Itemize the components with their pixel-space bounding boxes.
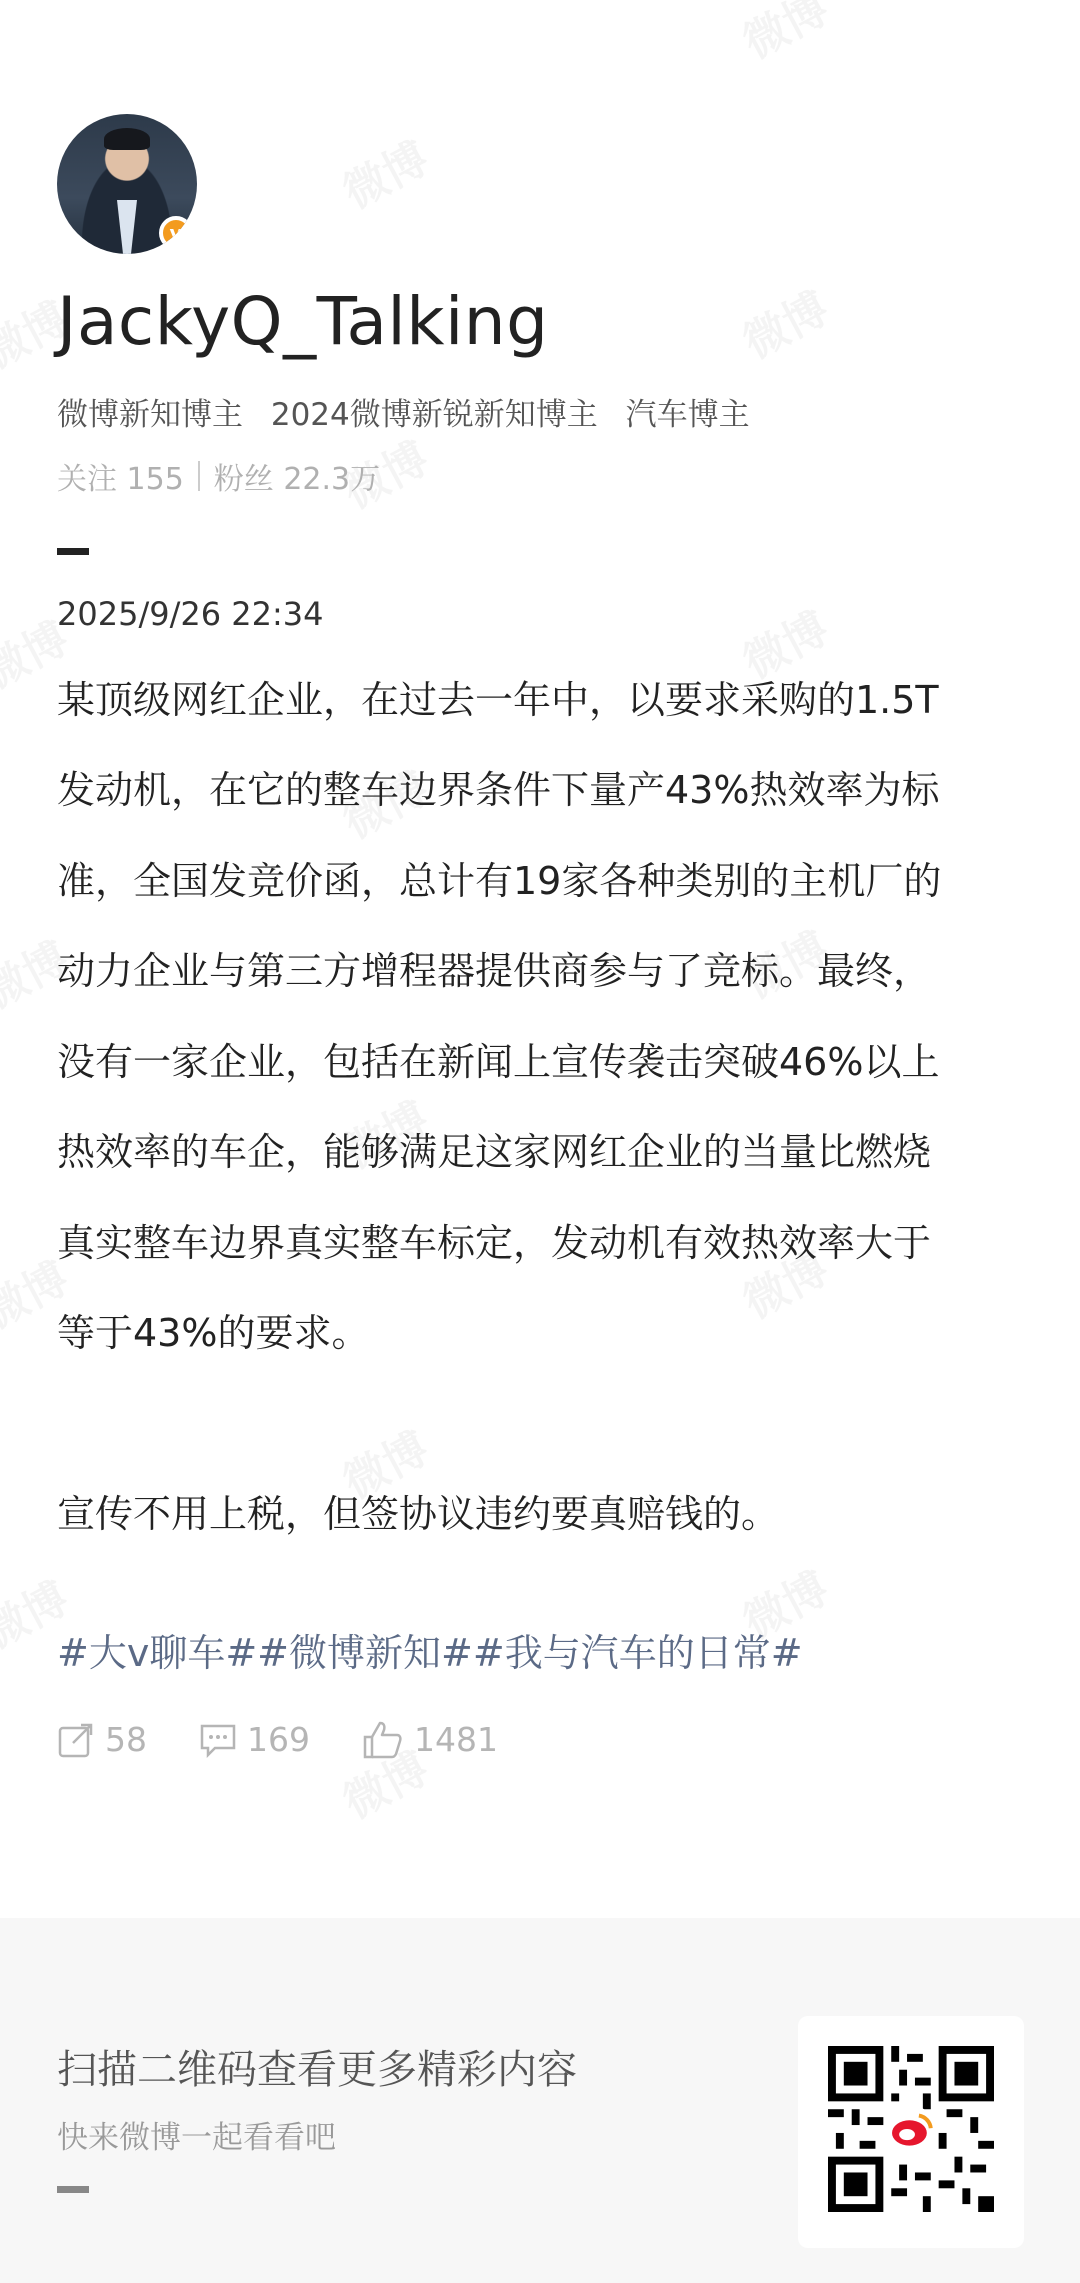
hashtag-link[interactable]: #微博新知#: [257, 1630, 473, 1675]
weibo-post-card: [57, 114, 1023, 1761]
footer-divider: [57, 2186, 89, 2193]
like-count: 1481: [414, 1720, 498, 1760]
avatar-shirt: [117, 200, 137, 254]
qr-title: 扫描二维码查看更多精彩内容: [57, 2047, 577, 2093]
comment-count: 169: [247, 1720, 310, 1760]
followers-count[interactable]: 粉丝 22.3万: [213, 461, 381, 497]
qr-subtitle: 快来微博一起看看吧: [57, 2120, 336, 2156]
avatar-hair: [104, 128, 150, 150]
stats-divider: [198, 461, 200, 491]
qr-code[interactable]: [798, 2016, 1024, 2248]
user-tag: 2024微博新锐新知博主: [270, 396, 598, 433]
user-tag: 微博新知博主: [57, 396, 243, 433]
post-date: 2025/9/26 22:34: [57, 594, 324, 633]
watermark: [730, 0, 838, 71]
repost-count: 58: [105, 1720, 147, 1760]
repost-icon: [57, 1721, 95, 1759]
qr-footer: [0, 1918, 1080, 2283]
post-hashtags: [57, 1622, 1023, 1677]
comment-icon: [199, 1721, 237, 1759]
like-button[interactable]: [362, 1719, 498, 1761]
hashtag-link[interactable]: #我与汽车的日常#: [472, 1630, 803, 1675]
repost-button[interactable]: [57, 1720, 147, 1759]
comment-button[interactable]: [199, 1720, 310, 1759]
user-stats: [57, 454, 1023, 498]
verified-badge-icon: v: [159, 216, 193, 250]
username[interactable]: JackyQ_Talking: [57, 283, 549, 360]
user-tag: 汽车博主: [625, 396, 750, 433]
following-count[interactable]: 关注 155: [57, 461, 184, 497]
section-divider: [57, 548, 89, 555]
qr-code-image: [828, 2046, 994, 2212]
post-content: 某顶级网红企业，在过去一年中，以要求采购的1.5T 发动机，在它的整车边界条件下量产43%热效率为标 准，全国发竞价函，总计有19家各种类别的主机厂的 动力企业与第三方增程器提供商参与了竞标。最终， 没有一家企业，包括在新闻上宣传袭击突破46%以上 热效率的车企，能够满足这家网红企业的当量比燃烧 真实整车边界真实整车标定，发动机有效热效率大于 等于43%的要求。 宣传不用上税，但签协议违约要真赔钱的。: [57, 677, 942, 1537]
post-actions: [57, 1719, 1023, 1761]
thumbs-up-icon: [362, 1719, 404, 1761]
avatar[interactable]: [57, 114, 197, 254]
hashtag-link[interactable]: #大v聊车#: [57, 1630, 258, 1675]
user-tags: [57, 389, 1023, 434]
